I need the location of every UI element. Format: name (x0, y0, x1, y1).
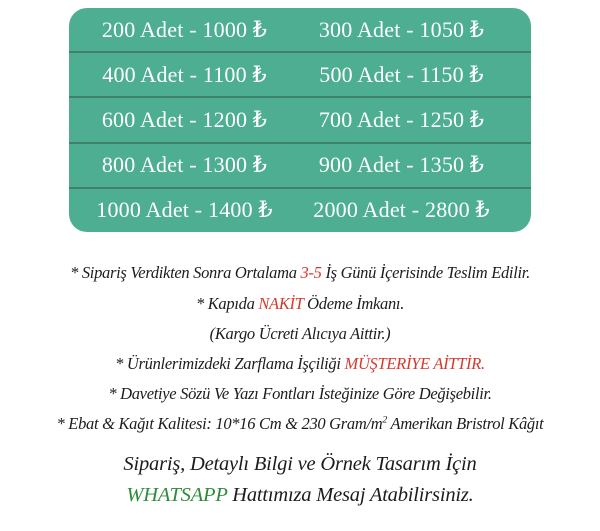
price-cell: 900 Adet - 1350 ₺ (318, 152, 485, 178)
note-highlight-days: 3-5 (300, 263, 322, 282)
price-row (69, 187, 531, 232)
price-cell: 800 Adet - 1300 ₺ (101, 152, 268, 178)
note-text: * Kapıda (195, 294, 259, 313)
price-cell: 1000 Adet - 1400 ₺ (96, 197, 273, 223)
footer-contact-intro: Sipariş, Detaylı Bilgi ve Örnek Tasarım İçin (123, 453, 477, 475)
price-table (69, 8, 531, 232)
price-cell: 600 Adet - 1200 ₺ (101, 107, 268, 132)
note-highlight-cash: NAKİT (258, 294, 304, 313)
price-cell: 2000 Adet - 2800 ₺ (313, 197, 490, 223)
price-cell: 700 Adet - 1250 ₺ (318, 107, 485, 132)
price-row (69, 142, 531, 187)
whatsapp-highlight: WHATSAPP (126, 484, 228, 506)
footer-text: Hattımıza Mesaj Atabilirsiniz. (227, 484, 474, 506)
price-cell: 300 Adet - 1050 ₺ (318, 16, 485, 42)
footer-whatsapp-line (0, 484, 600, 507)
note-text: Amerikan Bristrol Kâğıt (387, 414, 544, 433)
note-paper-quality (0, 414, 600, 434)
note-envelope-labor (0, 354, 600, 374)
price-cell: 200 Adet - 1000 ₺ (101, 16, 268, 42)
note-text: İş Günü İçerisinde Teslim Edilir. (321, 263, 530, 282)
note-cash-payment (0, 294, 600, 314)
note-shipping-fee: (Kargo Ücreti Alıcıya Aittir.) (209, 324, 391, 343)
note-text: * Ebat & Kağıt Kalitesi: 10*16 Cm & 230 Gram/m (56, 414, 383, 433)
note-text: * Sipariş Verdikten Sonra Ortalama (70, 263, 301, 282)
note-fonts-customizable: * Davetiye Sözü Ve Yazı Fontları İsteğinize Göre Değişebilir. (108, 384, 492, 403)
price-row (69, 51, 531, 96)
note-delivery-time (0, 263, 600, 283)
superscript-two: 2 (382, 414, 388, 426)
note-text: * Ürünlerimizdeki Zarflama İşçiliği (115, 354, 345, 373)
price-cell: 400 Adet - 1100 ₺ (102, 61, 267, 87)
price-row (69, 96, 531, 141)
note-highlight-customer: MÜŞTERİYE AİTTİR. (344, 354, 485, 373)
price-cell: 500 Adet - 1150 ₺ (319, 61, 484, 87)
price-row (69, 8, 531, 51)
note-text: Ödeme İmkanı. (303, 294, 405, 313)
